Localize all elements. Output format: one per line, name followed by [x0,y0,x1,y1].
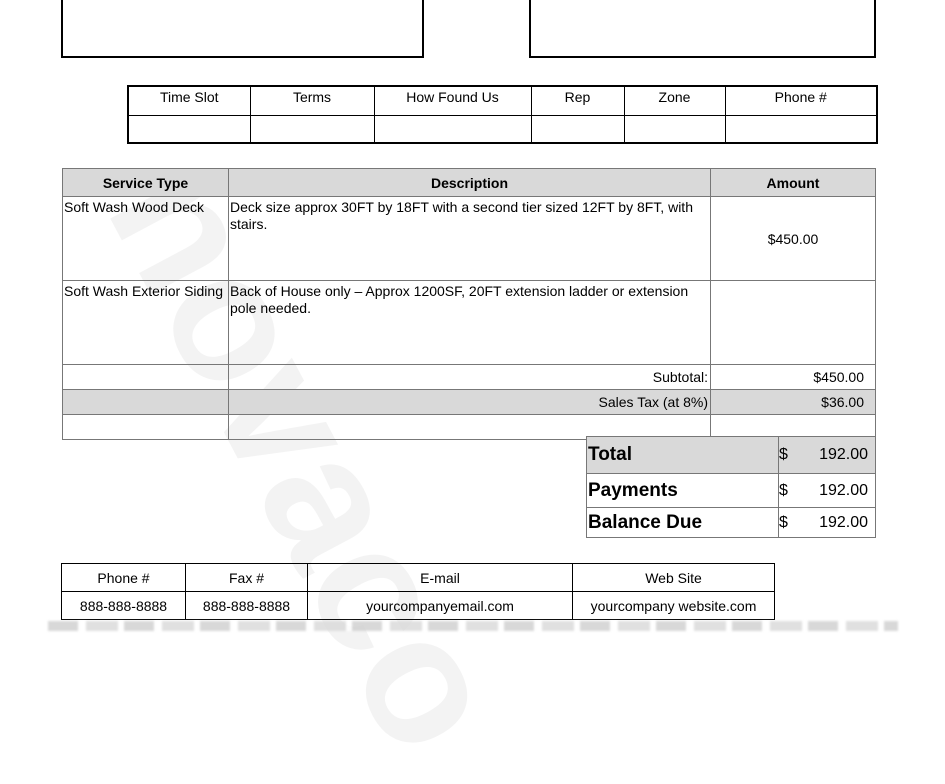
subtotal-row [63,365,876,390]
balance-due-value: 192.00 [819,508,876,538]
amount-cell [711,281,876,365]
sales-tax-value: $36.00 [711,390,876,415]
balance-due-label: Balance Due [587,508,779,538]
ship-to-address-box [529,0,876,58]
phone-header: Phone # [725,86,877,116]
sales-tax-row [63,390,876,415]
time-slot-value[interactable] [128,116,250,144]
how-found-us-header: How Found Us [374,86,531,116]
zone-header: Zone [624,86,725,116]
description-header: Description [229,169,711,197]
zone-value[interactable] [624,116,725,144]
empty-cell [63,390,229,415]
currency-symbol: $ [779,474,819,508]
subtotal-value: $450.00 [711,365,876,390]
empty-cell [63,365,229,390]
sales-tax-label: Sales Tax (at 8%) [229,390,711,415]
order-info-table [127,85,878,144]
service-type-header: Service Type [63,169,229,197]
contact-website-header: Web Site [573,564,775,592]
how-found-us-value[interactable] [374,116,531,144]
rep-header: Rep [531,86,624,116]
bill-to-address-box [61,0,424,58]
amount-cell: $450.00 [711,197,876,281]
total-label: Total [587,437,779,474]
service-table [62,168,876,440]
contact-email-value[interactable]: yourcompanyemail.com [308,592,573,620]
totals-table [586,436,876,538]
payments-value: 192.00 [819,474,876,508]
amount-header: Amount [711,169,876,197]
phone-value[interactable] [725,116,877,144]
rep-value[interactable] [531,116,624,144]
terms-header: Terms [250,86,374,116]
payments-label: Payments [587,474,779,508]
contact-fax-value: 888-888-8888 [186,592,308,620]
currency-symbol: $ [779,508,819,538]
table-row [63,197,876,281]
footer-blurred-text [48,621,898,631]
contact-phone-value: 888-888-8888 [62,592,186,620]
contact-website-value[interactable]: yourcompany website.com [573,592,775,620]
terms-value[interactable] [250,116,374,144]
contact-fax-header: Fax # [186,564,308,592]
service-type-cell: Soft Wash Exterior Siding [63,281,229,365]
table-row [63,281,876,365]
contact-phone-header: Phone # [62,564,186,592]
subtotal-label: Subtotal: [229,365,711,390]
contact-table [61,563,775,620]
empty-cell [63,415,229,440]
time-slot-header: Time Slot [128,86,250,116]
total-value: 192.00 [819,437,876,474]
contact-email-header: E-mail [308,564,573,592]
currency-symbol: $ [779,437,819,474]
description-cell: Deck size approx 30FT by 18FT with a second tier sized 12FT by 8FT, with stairs. [229,197,711,281]
description-cell: Back of House only – Approx 1200SF, 20FT extension ladder or extension pole needed. [229,281,711,365]
service-type-cell: Soft Wash Wood Deck [63,197,229,281]
